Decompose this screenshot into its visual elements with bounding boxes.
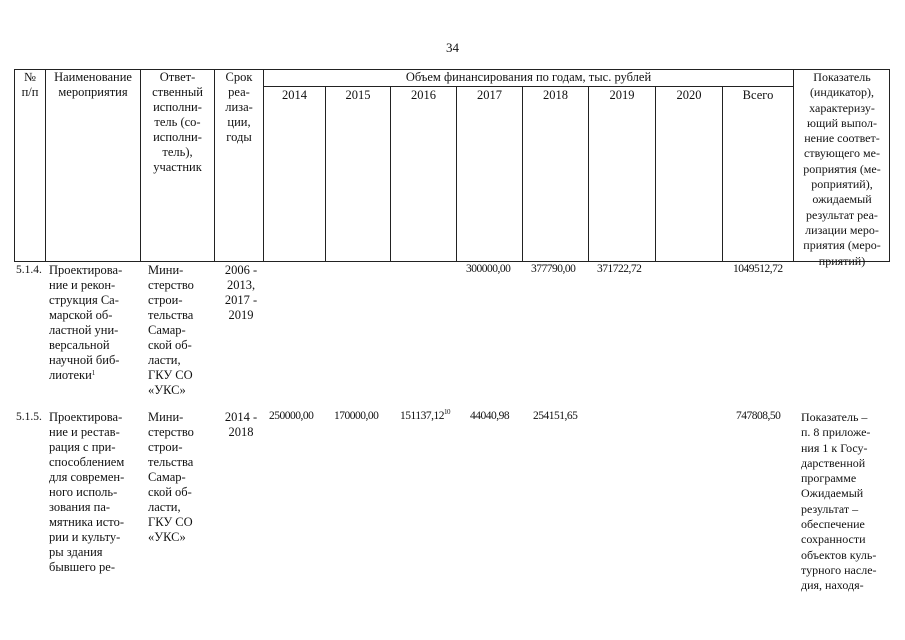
- row-term: 2006 - 2013, 2017 - 2019: [224, 263, 258, 322]
- footnote-mark: 1: [91, 369, 96, 377]
- row-number: 5.1.4.: [16, 264, 42, 276]
- header-total: Всего: [742, 88, 774, 102]
- header-year: 2014: [282, 88, 307, 102]
- value-2017: 300000,00: [466, 263, 511, 275]
- header-term: Срок реа- лиза- ции, годы: [225, 70, 253, 144]
- header-number: № п/п: [21, 70, 39, 99]
- table-divider: [456, 86, 457, 262]
- table-divider: [522, 86, 523, 262]
- header-year: 2016: [411, 88, 436, 102]
- value-2017: 44040,98: [470, 410, 510, 422]
- table-divider: [390, 86, 391, 262]
- header-year: 2017: [477, 88, 502, 102]
- row-name-text: Проектирова- ние и рекон- струкция Са- марской об- ластной уни- версальной научной биб- лиотеки: [49, 263, 123, 382]
- row-number: 5.1.5.: [16, 411, 42, 423]
- table-divider: [655, 86, 656, 262]
- value-2019: 371722,72: [597, 263, 642, 275]
- row-term: 2014 - 2018: [224, 410, 258, 439]
- row-responsible: Мини- стерство строи- тельства Самар- ской об- ласти, ГКУ СО «УКС»: [148, 263, 194, 397]
- value-2014: 250000,00: [269, 410, 314, 422]
- header-name: Наименование мероприятия: [54, 70, 132, 99]
- table-divider: [588, 86, 589, 262]
- header-year: 2015: [345, 88, 371, 102]
- header-indicator: Показатель (индикатор), характеризу- ющий выпол- нение соответ- ствующего ме- роприятия (ме- роприятий), ожидаемый результат реа- лизации меро- приятия (меро- приятий): [803, 70, 881, 268]
- row-indicator: Показатель – п. 8 приложе- ния 1 к Госу- дарственной программе Ожидаемый результат – обеспечение сохранности объектов куль- турного насле- дия, находя-: [801, 410, 877, 593]
- value-2016-text: 151137,12: [400, 410, 444, 422]
- table-divider: [263, 86, 793, 87]
- value-total: 747808,50: [736, 410, 781, 422]
- value-total: 1049512,72: [733, 263, 783, 275]
- value-2018: 377790,00: [531, 263, 576, 275]
- value-2015: 170000,00: [334, 410, 379, 422]
- table-divider: [325, 86, 326, 262]
- header-year: 2019: [609, 88, 635, 102]
- footnote-mark: 10: [443, 408, 450, 416]
- header-funding: Объем финансирования по годам, тыс. рублей: [405, 70, 652, 84]
- table-divider: [722, 86, 723, 262]
- header-year: 2018: [543, 88, 568, 102]
- row-name: [49, 263, 141, 383]
- value-2016: [400, 410, 450, 422]
- header-responsible: Ответ- ственный исполни- тель (со- исполни- тель), участник: [152, 70, 203, 174]
- header-year: 2020: [676, 88, 702, 102]
- row-name: Проектирова- ние и рестав- рация с при- способлением для современ- ного исполь- зования па- мятника исто- рии и культу- ры здания бывшего ре-: [49, 410, 125, 574]
- value-2018: 254151,65: [533, 410, 578, 422]
- page-number: 34: [446, 40, 459, 55]
- row-responsible: Мини- стерство строи- тельства Самар- ской об- ласти, ГКУ СО «УКС»: [148, 410, 194, 544]
